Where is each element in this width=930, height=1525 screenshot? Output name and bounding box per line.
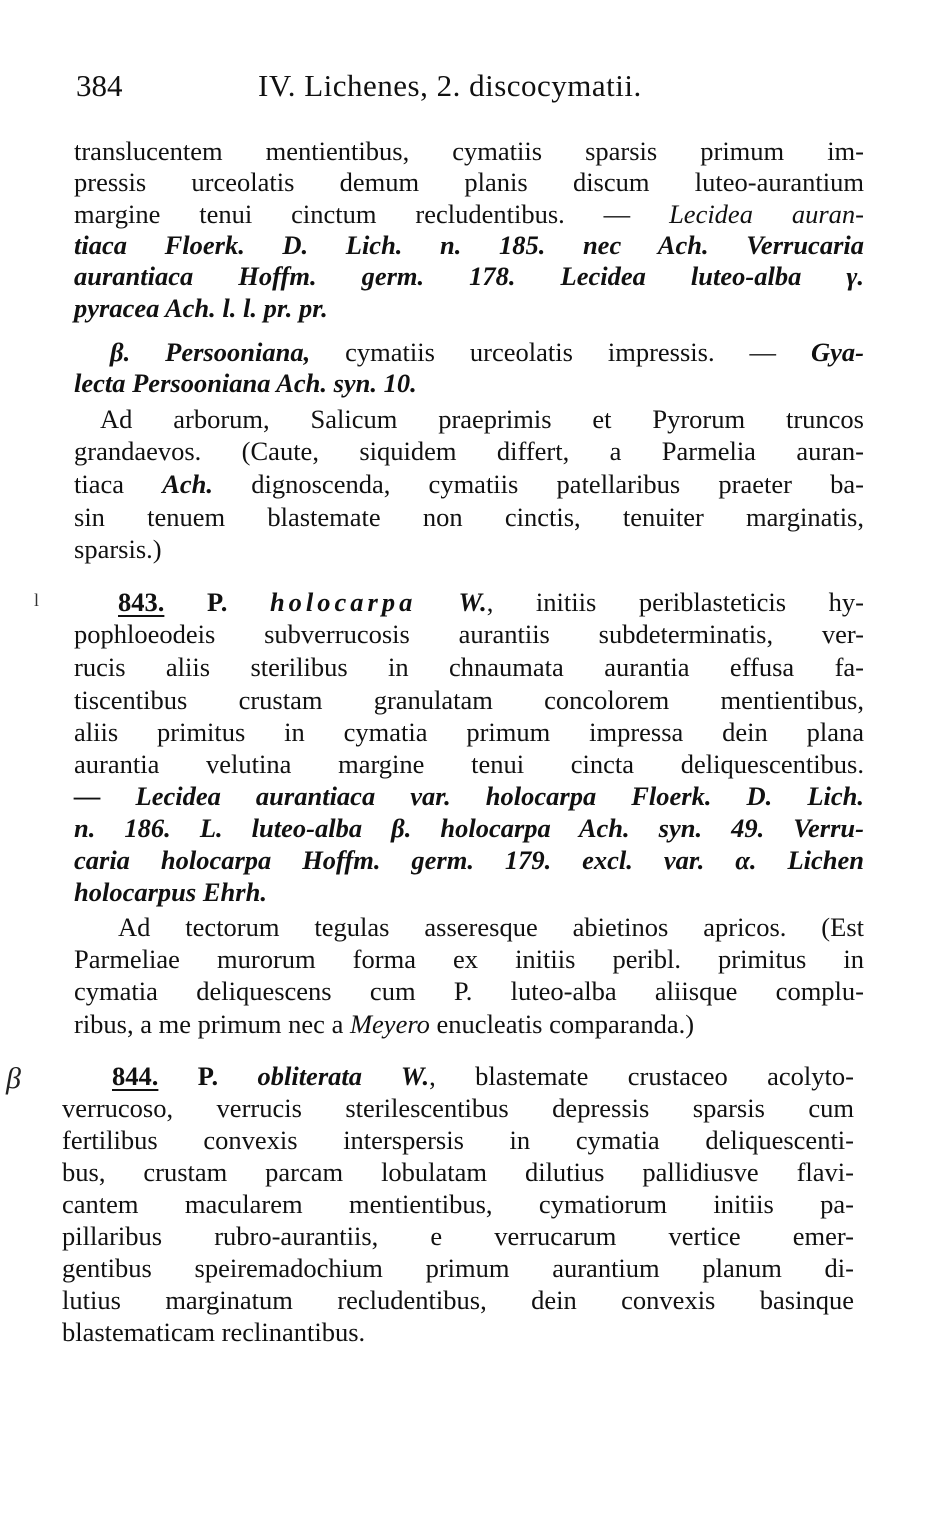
text-line: cantem macularem mentientibus, cymatiorum initiis pa- bbox=[62, 1189, 854, 1219]
text-line: Parmeliae murorum forma ex initiis peribl. primitus in bbox=[74, 944, 864, 974]
text-line: sparsis.) bbox=[74, 534, 162, 564]
text-line: pophloeodeis subverrucosis aurantiis subdeterminatis, ver- bbox=[74, 619, 864, 649]
text-line: aurantia velutina margine tenui cincta deliquescentibus. bbox=[74, 749, 864, 779]
text-line: lutius marginatum recludentibus, dein convexis basinque bbox=[62, 1285, 854, 1315]
text-line: rucis aliis sterilibus in chnaumata aurantia effusa fa- bbox=[74, 652, 864, 682]
entry-844-head: 844. P. obliterata W., blastemate crustaceo acolyto- bbox=[112, 1061, 854, 1091]
text-line: fertilibus convexis interspersis in cymatia deliquescenti- bbox=[62, 1125, 854, 1155]
page-number: 384 bbox=[76, 68, 123, 103]
text-line: ribus, a me primum nec a Meyero enucleatis comparanda.) bbox=[74, 1009, 695, 1039]
text-line: aliis primitus in cymatia primum impressa dein plana bbox=[74, 717, 864, 747]
text-line: bus, crustam parcam lobulatam dilutius pallidiusve flavi- bbox=[62, 1157, 854, 1187]
entry-843-head: 843. P. holocarpa W., initiis periblasteticis hy- bbox=[118, 587, 864, 617]
text-line: gentibus speiremadochium primum aurantium planum di- bbox=[62, 1253, 854, 1283]
text-line: margine tenui cinctum recludentibus. — Lecidea auran- bbox=[74, 199, 864, 229]
text-line: grandaevos. (Caute, siquidem differt, a Parmelia auran- bbox=[74, 436, 864, 466]
text-line: tiaca Floerk. D. Lich. n. 185. nec Ach. Verrucaria bbox=[74, 230, 864, 260]
text-line: translucentem mentientibus, cymatiis sparsis primum im- bbox=[74, 136, 864, 166]
margin-mark: l bbox=[34, 590, 40, 610]
page-header bbox=[76, 68, 876, 108]
text-line: pillaribus rubro-aurantiis, e verrucarum vertice emer- bbox=[62, 1221, 854, 1251]
running-title: IV. Lichenes, 2. discocymatii. bbox=[258, 68, 642, 103]
text-line: verrucoso, verrucis sterilescentibus depressis sparsis cum bbox=[62, 1093, 854, 1123]
text-line: pressis urceolatis demum planis discum luteo-aurantium bbox=[74, 167, 864, 197]
text-line: caria holocarpa Hoffm. germ. 179. excl. var. α. Lichen bbox=[74, 845, 864, 875]
text-line: β. Persooniana, cymatiis urceolatis impressis. — Gya- bbox=[110, 337, 864, 367]
text-line: tiscentibus crustam granulatam concolorem mentientibus, bbox=[74, 685, 864, 715]
text-line: holocarpus Ehrh. bbox=[74, 877, 267, 907]
text-line: pyracea Ach. l. l. pr. pr. bbox=[74, 293, 328, 323]
text-line: n. 186. L. luteo-alba β. holocarpa Ach. syn. 49. Verru- bbox=[74, 813, 864, 843]
text-line: blastematicam reclinantibus. bbox=[62, 1317, 366, 1347]
text-line: aurantiaca Hoffm. germ. 178. Lecidea luteo-alba γ. bbox=[74, 261, 864, 291]
text-line: cymatia deliquescens cum P. luteo-alba aliisque complu- bbox=[74, 976, 864, 1006]
text-line: tiaca Ach. dignoscenda, cymatiis patellaribus praeter ba- bbox=[74, 469, 864, 499]
margin-mark-beta: β bbox=[6, 1062, 21, 1095]
text-line: Ad tectorum tegulas asseresque abietinos apricos. (Est bbox=[118, 912, 864, 942]
text-line: lecta Persooniana Ach. syn. 10. bbox=[74, 368, 417, 398]
text-line: Ad arborum, Salicum praeprimis et Pyrorum truncos bbox=[100, 404, 864, 434]
text-line: — Lecidea aurantiaca var. holocarpa Floerk. D. Lich. bbox=[74, 781, 864, 811]
text-line: sin tenuem blastemate non cinctis, tenuiter marginatis, bbox=[74, 502, 864, 532]
